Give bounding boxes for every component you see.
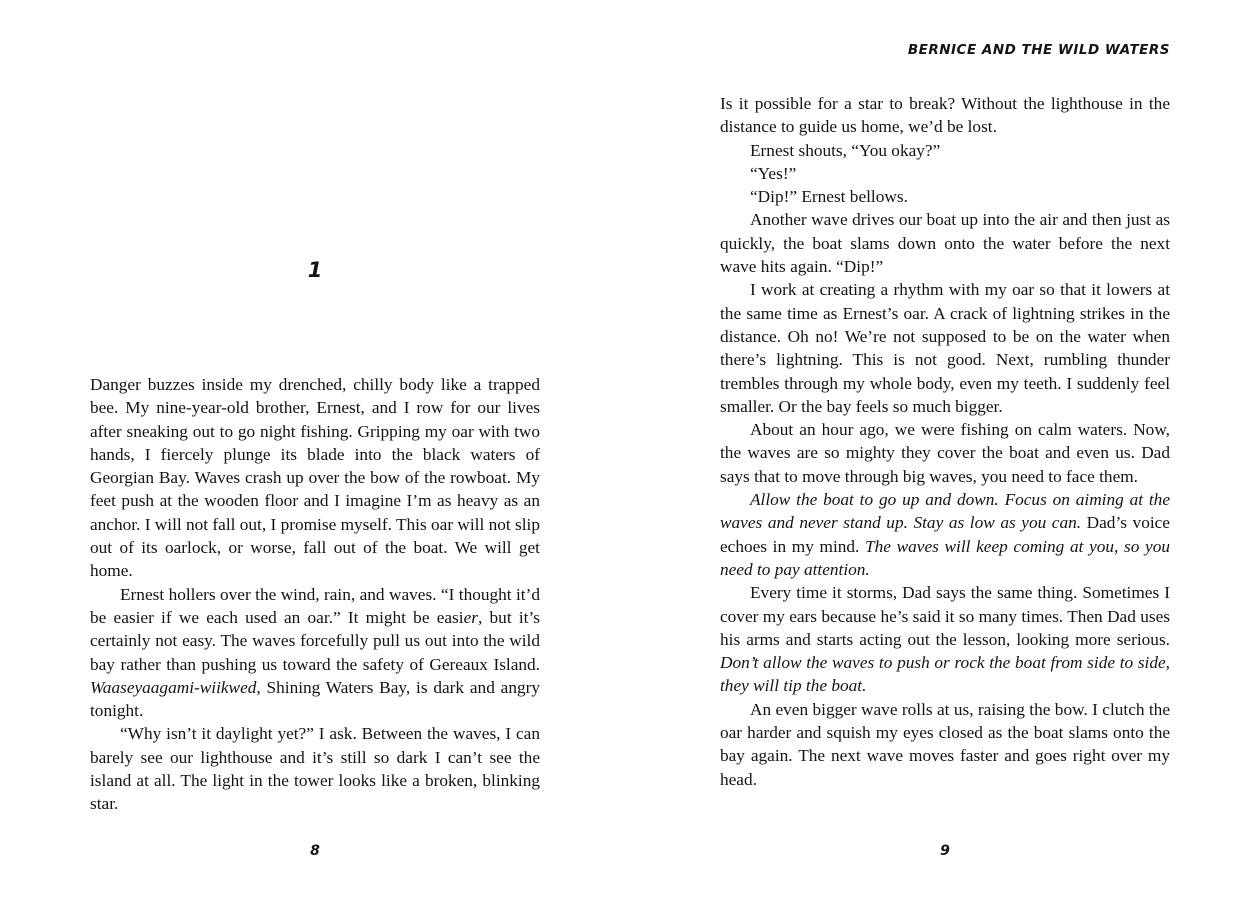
- paragraph-text: Every time it storms, Dad says the same thing. Sometimes I cover my ears because he’s said it so many times. Then Dad uses his arms and starts acting out the lesson, looking more serious.: [720, 583, 1170, 649]
- paragraph-text: “Yes!”: [750, 163, 797, 183]
- paragraph: [720, 488, 1170, 581]
- paragraph: [720, 208, 1170, 278]
- italic-text: er: [463, 607, 478, 627]
- paragraph: [720, 698, 1170, 791]
- paragraph-text: Danger buzzes inside my drenched, chilly body like a trapped bee. My nine-year-old brother, Ernest, and I row for our lives after sneaking out to go night fishing. Gripping my oar with two hands, I fiercely plunge its blade into the black waters of Georgian Bay. Waves crash up over the bow of the rowboat. My feet push at the wooden floor and I imagine I’m as heavy as an anchor. I will not fall out, I promise myself. This oar will not slip out of its oarlock, or worse, fall out of the boat. We will get home.: [90, 375, 540, 581]
- paragraph: [90, 722, 540, 815]
- right-page-number: 9: [940, 843, 950, 859]
- paragraph-text: “Why isn’t it daylight yet?” I ask. Between the waves, I can barely see our lighthouse and it’s still so dark I can’t see the island at all. The light in the tower looks like a broken, blinking star.: [90, 724, 540, 814]
- paragraph-text: Is it possible for a star to break? Without the lighthouse in the distance to guide us home, we’d be lost.: [720, 94, 1170, 137]
- paragraph: [720, 185, 1170, 208]
- italic-text: Allow the boat to go up and down. Focus on aiming at the waves and never stand up. Stay as low as you can.: [720, 490, 1170, 533]
- paragraph-text: An even bigger wave rolls at us, raising the bow. I clutch the oar harder and squish my eyes closed as the boat slams onto the bay again. The next wave moves faster and goes right over my head.: [720, 699, 1170, 789]
- paragraph-text: “Dip!” Ernest bellows.: [750, 187, 908, 207]
- chapter-number: 1: [307, 258, 323, 282]
- italic-text: Waaseyaagami-wiikwed: [90, 677, 257, 697]
- right-page: [630, 0, 1260, 900]
- left-page-body-text: [90, 373, 540, 816]
- italic-text: Don’t allow the waves to push or rock the boat from side to side, they will tip the boat.: [720, 653, 1170, 696]
- paragraph-text: Another wave drives our boat up into the air and then just as quickly, the boat slams down onto the water before the next wave hits again. “Dip!”: [720, 210, 1170, 277]
- paragraph: [720, 139, 1170, 162]
- paragraph-text: Ernest hollers over the wind, rain, and waves. “I thought it’d be easier if we each used an oar.” It might be easi: [90, 584, 540, 627]
- paragraph: [720, 92, 1170, 139]
- paragraph-text: Ernest shouts, “You okay?”: [750, 140, 941, 160]
- paragraph: [90, 583, 540, 723]
- paragraph: [720, 278, 1170, 418]
- paragraph: [720, 418, 1170, 488]
- paragraph-text: I work at creating a rhythm with my oar so that it lowers at the same time as Ernest’s oar. A crack of lightning strikes in the distance. Oh no! We’re not supposed to be on the water when there’s lightning. This is not good. Next, rumbling thunder trembles through my whole body, even my teeth. I suddenly feel smaller. Or the bay feels so much bigger.: [720, 280, 1170, 416]
- italic-text: The waves will keep coming at you, so you need to pay attention.: [720, 536, 1170, 579]
- paragraph-text: Dad’s voice echoes in my mind.: [720, 513, 1170, 556]
- left-page-number: 8: [310, 843, 320, 859]
- right-page-body-text: [720, 92, 1170, 791]
- paragraph: [720, 581, 1170, 697]
- paragraph-text: , but it’s certainly not easy. The waves forcefully pull us out into the wild bay rather than pushing us toward the safety of Gereaux Island.: [90, 607, 540, 674]
- paragraph-text: , Shining Waters Bay, is dark and angry tonight.: [90, 677, 540, 721]
- paragraph: [720, 162, 1170, 185]
- paragraph-text: About an hour ago, we were fishing on calm waters. Now, the waves are so mighty they cover the boat and even us. Dad says that to move through big waves, you need to face them.: [720, 420, 1170, 486]
- paragraph: [90, 373, 540, 583]
- running-head: BERNICE AND THE WILD WATERS: [907, 42, 1170, 58]
